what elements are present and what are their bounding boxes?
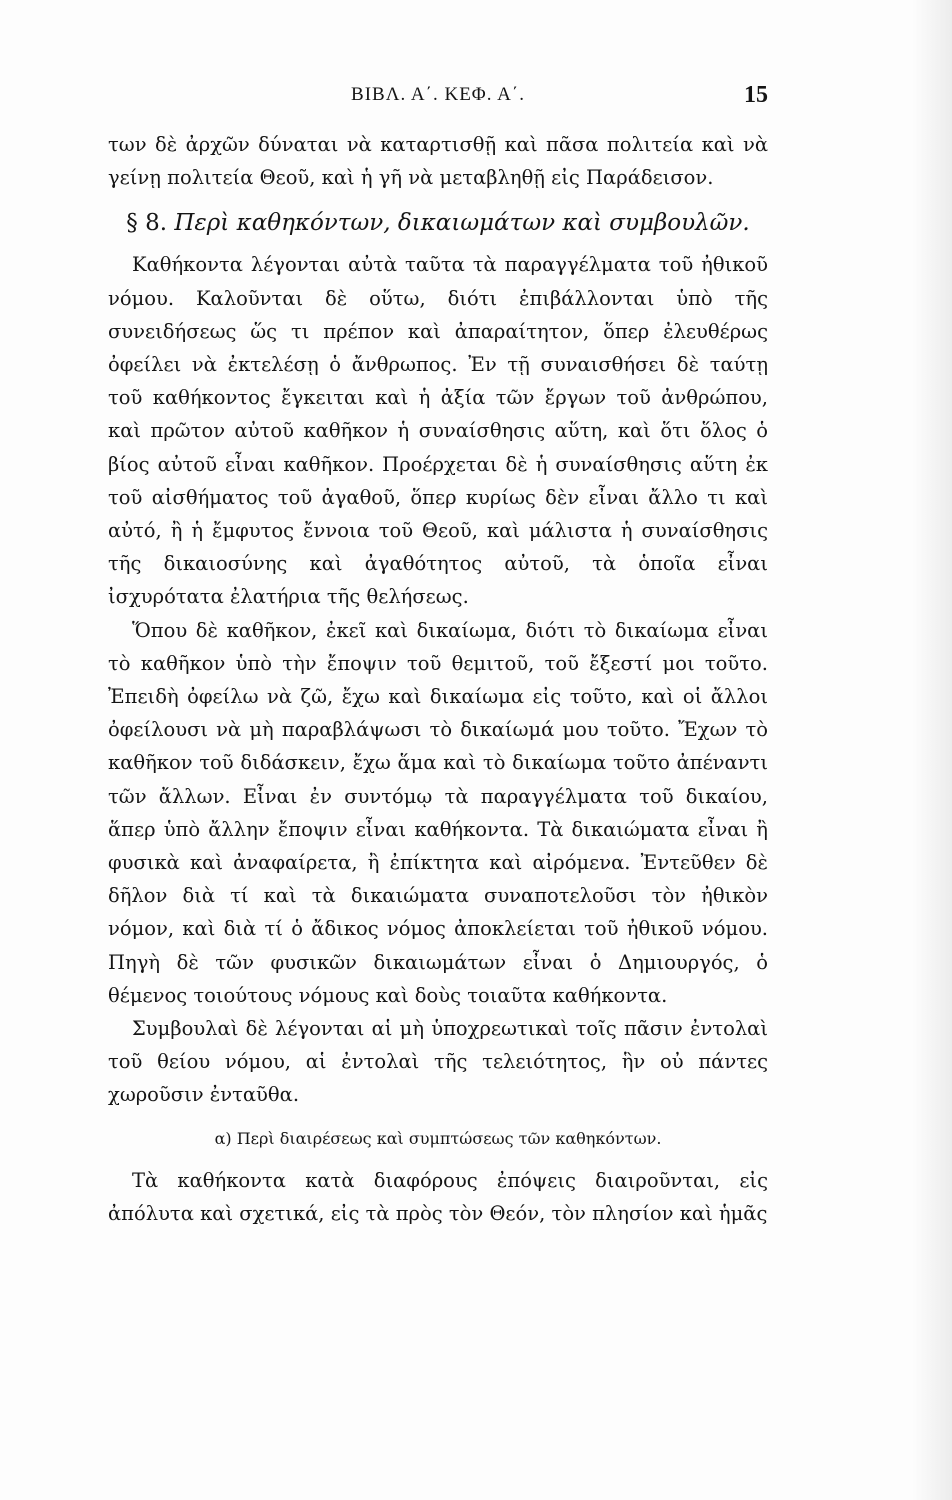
paragraph-opening: των δὲ ἀρχῶν δύναται νὰ καταρτισθῇ καὶ πᾶσα πολιτεία καὶ νὰ γείνῃ πολιτεία Θεοῦ, καὶ ἡ γῆ νὰ μεταβληθῇ εἰς Παράδεισον. (108, 133, 768, 190)
paragraph-rights: Ὅπου δὲ καθῆκον, ἐκεῖ καὶ δικαίωμα, διότι τὸ δικαίωμα εἶναι τὸ καθῆκον ὑπὸ τὴν ἔποψιν τοῦ θεμιτοῦ, τοῦ ἔξεστί μοι τοῦτο. Ἐπειδὴ ὀφείλω νὰ ζῶ, ἔχω καὶ δικαίωμα εἰς τοῦτο, καὶ οἱ ἄλλοι ὀφείλουσι νὰ μὴ παραβλάψωσι τὸ δικαίωμά μου τοῦτο. Ἔχων τὸ καθῆκον τοῦ διδάσκειν, ἔχω ἅμα καὶ τὸ δικαίωμα τοῦτο ἀπέναντι τῶν ἄλλων. Εἶναι ἐν συντόμῳ τὰ παραγγέλματα τοῦ δικαίου, ἅπερ ὑπὸ ἄλλην ἔποψιν εἶναι καθήκοντα. Τὰ δικαιώματα εἶναι ἢ φυσικὰ καὶ ἀναφαίρετα, ἢ ἐπίκτητα καὶ αἰρόμενα. Ἐντεῦθεν δὲ δῆλον διὰ τί καὶ τὰ δικαιώματα συναποτελοῦσι τὸν ἠθικὸν νόμον, καὶ διὰ τί ὁ ἄδικος νόμος ἀποκλείεται τοῦ ἠθικοῦ νόμου. Πηγὴ δὲ τῶν φυσικῶν δικαιωμάτων εἶναι ὁ Δημιουργός, ὁ θέμενος τοιούτους νόμους καὶ δοὺς τοιαῦτα καθήκοντα. (108, 618, 768, 1007)
paragraph-division: Τὰ καθήκοντα κατὰ διαφόρους ἐπόψεις διαιροῦνται, εἰς ἀπόλυτα καὶ σχετικά, εἰς τὰ πρὸς τὸν Θεόν, τὸν πλησίον καὶ ἡμᾶς (108, 1168, 768, 1225)
section-title: Περὶ καθηκόντων, δικαιωμάτων καὶ συμβουλῶν. (174, 210, 750, 237)
subsection-heading: α) Περὶ διαιρέσεως καὶ συμπτώσεως τῶν καθηκόντων. (214, 1128, 662, 1148)
page-body (108, 128, 768, 1230)
section-heading (108, 206, 768, 240)
page-header (108, 84, 768, 118)
page-number: 15 (744, 82, 768, 108)
page-edge-shadow (912, 0, 952, 1500)
paragraph-counsels: Συμβουλαὶ δὲ λέγονται αἱ μὴ ὑποχρεωτικαὶ τοῖς πᾶσιν ἐντολαὶ τοῦ θείου νόμου, αἱ ἐντολαὶ τῆς τελειότητος, ἣν οὐ πάντες χωροῦσιν ἐνταῦθα. (108, 1017, 768, 1107)
running-head: ΒΙΒΛ. Α΄. ΚΕΦ. Α΄. (351, 84, 525, 105)
section-number: § 8. (126, 210, 168, 237)
paragraph-duties: Καθήκοντα λέγονται αὐτὰ ταῦτα τὰ παραγγέλματα τοῦ ἠθικοῦ νόμου. Καλοῦνται δὲ οὕτω, διότι ἐπιβάλλονται ὑπὸ τῆς συνειδήσεως ὥς τι πρέπον καὶ ἀπαραίτητον, ὅπερ ἐλευθέρως ὀφείλει νὰ ἐκτελέσῃ ὁ ἄνθρωπος. Ἐν τῇ συναισθήσει δὲ ταύτῃ τοῦ καθήκοντος ἔγκειται καὶ ἡ ἀξία τῶν ἔργων τοῦ ἀνθρώπου, καὶ πρῶτον αὐτοῦ καθῆκον ἡ συναίσθησις αὕτη, καὶ ὅτι ὅλος ὁ βίος αὐτοῦ εἶναι καθῆκον. Προέρχεται δὲ ἡ συναίσθησις αὕτη ἐκ τοῦ αἰσθήματος τοῦ ἀγαθοῦ, ὅπερ κυρίως δὲν εἶναι ἄλλο τι καὶ αὐτό, ἢ ἡ ἔμφυτος ἔννοια τοῦ Θεοῦ, καὶ μάλιστα ἡ συναίσθησις τῆς δικαιοσύνης καὶ ἀγαθότητος αὐτοῦ, τὰ ὁποῖα εἶναι ἰσχυρότατα ἐλατήρια τῆς θελήσεως. (108, 253, 768, 609)
